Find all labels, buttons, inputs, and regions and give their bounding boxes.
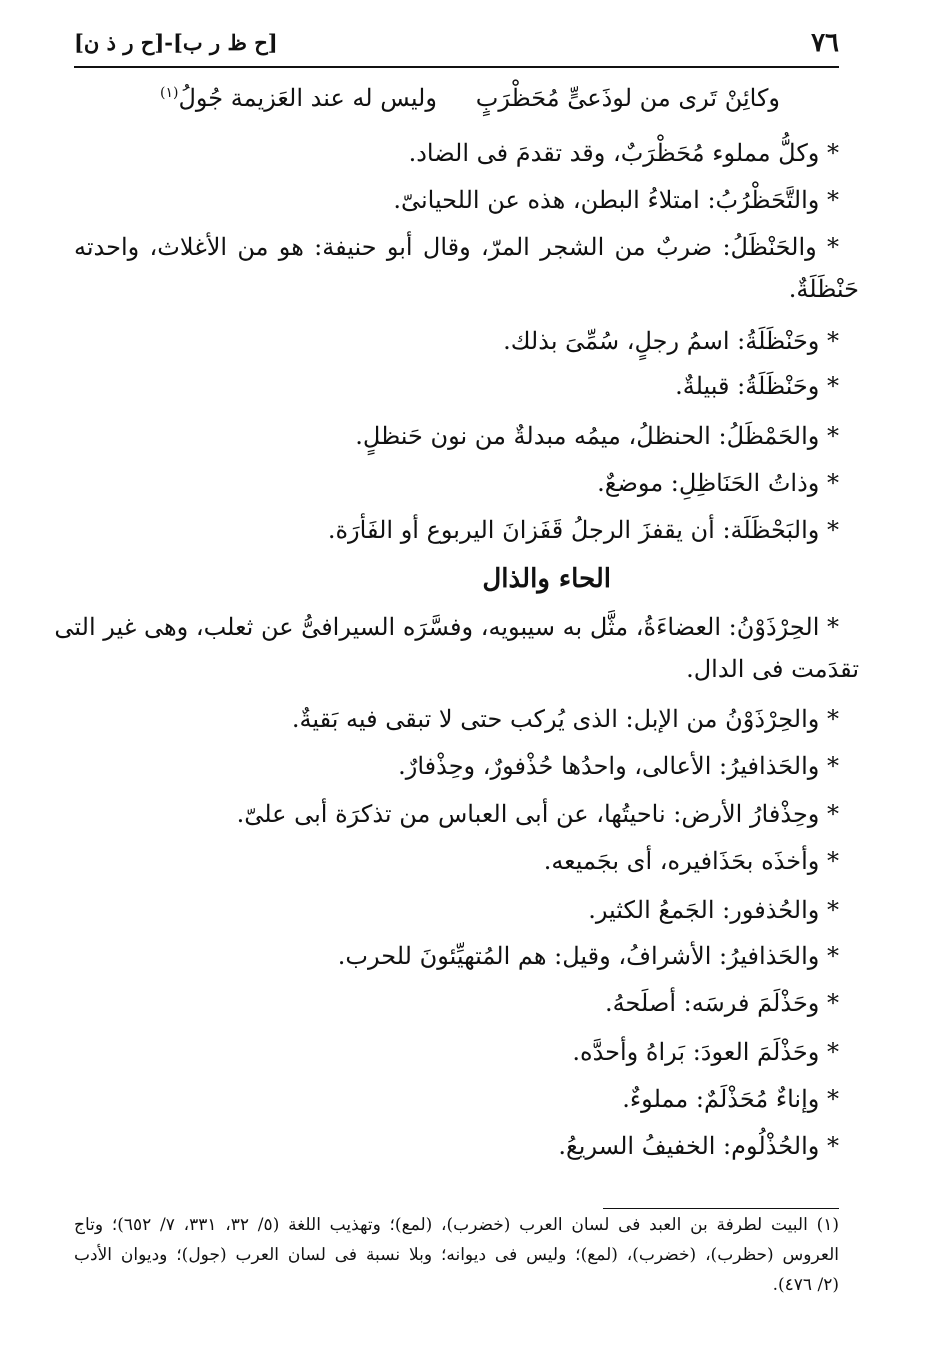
- verse-hemistich-second: [160, 84, 437, 112]
- entry-line: * والحُذفور: الجَمعُ الكثير.: [588, 896, 839, 924]
- entry-line: * وحَنْظَلَةُ: اسمُ رجلٍ، سُمِّىَ بذلك.: [503, 327, 839, 355]
- entry-line-continuation: حَنْظَلَةٌ.: [788, 275, 859, 303]
- entry-line: * وذاتُ الحَنَاظِلِ: موضعٌ.: [597, 469, 839, 497]
- entry-line: * والحُذْلُوم: الخفيفُ السريعُ.: [558, 1132, 839, 1160]
- entry-line: * وحِذْفارُ الأرض: ناحيتُها، عن أبى العباس من تذكرَة أبى علىّ.: [236, 800, 839, 828]
- page-header: [74, 28, 839, 62]
- entry-line-continuation: تقدَمت فى الدال.: [686, 655, 859, 683]
- running-head: [ح ظ ر ب]-[ح ر ذ ن]: [74, 30, 278, 55]
- entry-line: * والتَّحَظْرُبُ: امتلاءُ البطن، هذه عن اللحيانىّ.: [393, 186, 839, 214]
- entry-line: * والحَذافيرُ: الأعالى، واحدُها حُذْفورٌ، وحِذْفارٌ.: [398, 752, 839, 780]
- entry-line: * والبَحْظَلَة: أن يقفزَ الرجلُ قَفَزانَ اليربوع أو الفَأرَة.: [327, 516, 839, 544]
- entry-line: * وأخذَه بحَذَافيره، أى بجَميعه.: [543, 847, 839, 875]
- footnote-reference: (١): [160, 85, 179, 101]
- verse-hemistich-first: وكائِنْ تَرى من لوذَعىٍّ مُحَظْرَبٍ: [475, 84, 780, 112]
- header-rule: [74, 66, 839, 68]
- entry-line: * الحِرْذَوْنُ: العضاءَةُ، مثَّل به سيبويه، وفسَّرَه السيرافىُّ عن ثعلب، وهى غير التى: [54, 613, 839, 641]
- entry-line: * وكلُّ مملوء مُحَظْرَبٌ، وقد تقدمَ فى الضاد.: [408, 139, 839, 167]
- entry-line: * وحَنْظَلَةُ: قبيلةٌ.: [675, 372, 839, 400]
- entry-line: * والحِرْذَوْنُ من الإبل: الذى يُركب حتى لا تبقى فيه بَقيةٌ.: [291, 705, 839, 733]
- entry-line: * والحَذافيرُ: الأشرافُ، وقيل: هم المُتهيِّئونَ للحرب.: [337, 942, 839, 970]
- entry-line: * والحَمْظَلُ: الحنظلُ، ميمُه مبدلةٌ من نون حَنظلٍ.: [355, 422, 839, 450]
- entry-line: * وحَذْلَمَ العودَ: بَراهُ وأحدَّه.: [572, 1038, 839, 1066]
- footnote-line: (٢/ ٤٧٦).: [772, 1275, 839, 1295]
- entry-line: * والحَنْظَلُ: ضربٌ من الشجر المرّ، وقال أبو حنيفة: هو من الأغلاث، واحدته: [74, 233, 839, 261]
- footnote-rule: [603, 1208, 839, 1209]
- footnote-line: العروس (حظرب)، (خضرب)، (لمع)؛ وليس فى ديوانه؛ وبلا نسبة فى لسان العرب (جول)؛ وديوان الأدب: [74, 1245, 839, 1265]
- poem-verse: [160, 84, 780, 118]
- section-title: الحاء والذال: [482, 564, 611, 594]
- page-number: ٧٦: [811, 28, 839, 58]
- entry-line: * وإناءٌ مُحَذْلَمٌ: مملوءٌ.: [622, 1085, 839, 1113]
- footnote-line: (١) البيت لطرفة بن العبد فى لسان العرب (خضرب)، (لمع)؛ وتهذيب اللغة (٥/ ٣٢، ٣٣١، ٧/ ٦٥٢)؛ وتاج: [74, 1215, 839, 1235]
- verse-hemistich-second-text: وليس له عند العَزيمة جُولُ: [178, 84, 437, 112]
- entry-line: * وحَذْلَمَ فرسَه: أصلَحهُ.: [605, 989, 839, 1017]
